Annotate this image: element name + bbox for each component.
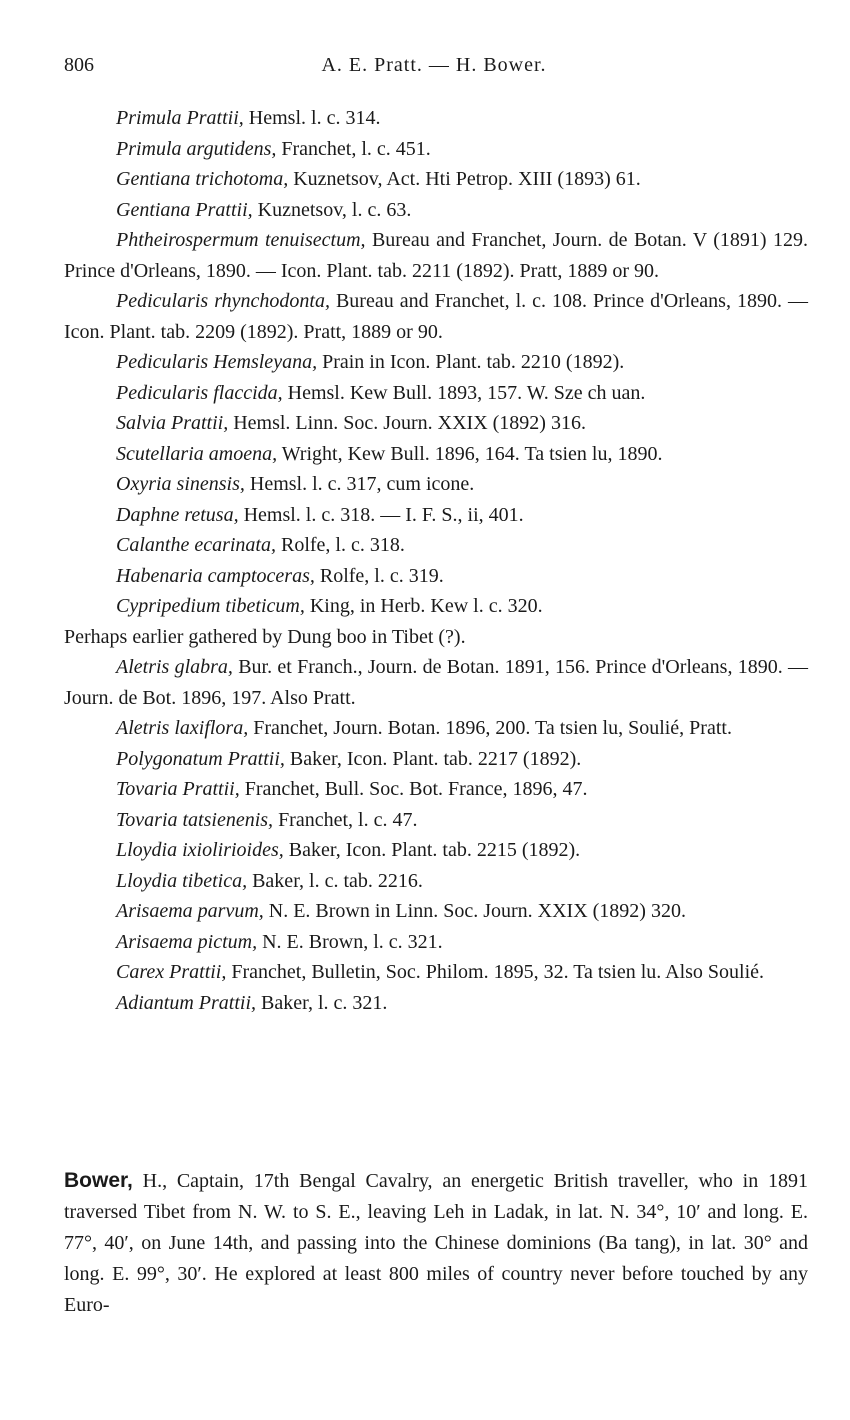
species-entry: [64, 530, 808, 561]
taxon-name: Pedicularis flaccida,: [116, 381, 283, 404]
species-entry: [64, 622, 808, 653]
species-entry: [64, 988, 808, 1019]
running-head: A. E. Pratt. — H. Bower.: [321, 54, 547, 76]
citation-text: Baker, l. c. 321.: [256, 991, 388, 1014]
species-entry: [64, 774, 808, 805]
species-entry: [64, 561, 808, 592]
taxon-name: Gentiana trichotoma,: [116, 168, 289, 190]
citation-text: Perhaps earlier gathered by Dung boo in Tibet (?).: [64, 625, 466, 648]
species-entry: [64, 103, 808, 134]
citation-text: Baker, Icon. Plant. tab. 2217 (1892).: [284, 747, 582, 770]
page-number: 806: [64, 54, 94, 76]
citation-text: N. E. Brown, l. c. 321.: [257, 930, 443, 953]
citation-text: Franchet, l. c. 451.: [276, 137, 431, 160]
species-entry: [64, 164, 808, 195]
species-entry: [64, 927, 808, 958]
species-entry: [64, 225, 808, 286]
species-entry: [64, 439, 808, 470]
taxon-name: Primula Prattii,: [116, 107, 244, 129]
taxon-name: Cypripedium tibeticum,: [116, 595, 305, 617]
taxon-name: Lloydia ixiolirioides,: [116, 839, 284, 861]
taxon-name: Scutellaria amoena,: [116, 442, 278, 465]
taxon-name: Daphne retusa,: [116, 503, 239, 526]
species-entry: [64, 378, 808, 409]
citation-text: Kuznetsov, Act. Hti Petrop. XIII (1893) 61.: [288, 168, 641, 190]
bower-name: Bower,: [64, 1169, 133, 1192]
citation-text: Bureau and Franchet, l. c. 108. Prince d'Orleans, 1890. — Icon. Plant. tab. 2209 (1892). Pratt, 1889 or 90.: [64, 290, 808, 343]
taxon-name: Salvia Prattii,: [116, 412, 229, 434]
species-entry: [64, 805, 808, 836]
taxon-name: Arisaema parvum,: [116, 900, 264, 922]
taxon-name: Oxyria sinensis,: [116, 473, 245, 495]
species-entry: [64, 835, 808, 866]
species-entry: [64, 347, 808, 378]
species-entry: [64, 500, 808, 531]
citation-text: Baker, l. c. tab. 2216.: [247, 869, 423, 892]
citation-text: Hemsl. Kew Bull. 1893, 157. W. Sze ch uan.: [282, 381, 646, 404]
citation-text: N. E. Brown in Linn. Soc. Journ. XXIX (1892) 320.: [263, 900, 686, 922]
citation-text: Hemsl. l. c. 317, cum icone.: [244, 473, 475, 495]
species-entry: [64, 744, 808, 775]
species-entry: [64, 896, 808, 927]
taxon-name: Pedicularis Hemsleyana,: [116, 351, 318, 373]
taxon-name: Polygonatum Prattii,: [116, 747, 285, 770]
taxon-name: Phtheirospermum tenuisectum,: [116, 229, 366, 251]
bower-paragraph: [64, 1165, 808, 1321]
citation-text: Kuznetsov, l. c. 63.: [252, 198, 412, 221]
citation-text: Franchet, Bull. Soc. Bot. France, 1896, 47.: [239, 778, 588, 800]
taxon-name: Aletris laxiflora,: [116, 717, 249, 739]
citation-text: Bureau and Franchet, Journ. de Botan. V (1891) 129. Prince d'Orleans, 1890. — Icon. Plant. tab. 2211 (1892). Pratt, 1889 or 90.: [64, 229, 808, 282]
citation-text: Wright, Kew Bull. 1896, 164. Ta tsien lu, 1890.: [277, 442, 663, 465]
citation-text: Prain in Icon. Plant. tab. 2210 (1892).: [317, 351, 625, 373]
species-entry: [64, 469, 808, 500]
species-entry: [64, 286, 808, 347]
taxon-name: Lloydia tibetica,: [116, 869, 248, 892]
species-entry: [64, 957, 808, 988]
taxon-name: Habenaria camptoceras,: [116, 564, 315, 587]
taxon-name: Carex Prattii,: [116, 961, 227, 983]
taxon-name: Calanthe ecarinata,: [116, 534, 276, 556]
species-entry: [64, 713, 808, 744]
citation-text: Franchet, l. c. 47.: [273, 808, 418, 831]
taxon-name: Primula argutidens,: [116, 137, 277, 160]
taxon-name: Aletris glabra,: [116, 656, 233, 678]
taxon-name: Adiantum Prattii,: [116, 991, 256, 1014]
taxon-name: Pedicularis rhynchodonta,: [116, 290, 330, 312]
citation-text: Hemsl. l. c. 318. — I. F. S., ii, 401.: [238, 503, 524, 526]
taxon-name: Arisaema pictum,: [116, 930, 258, 953]
taxon-name: Tovaria tatsienenis,: [116, 808, 274, 831]
species-entry: [64, 408, 808, 439]
bower-entry: [64, 1165, 808, 1321]
citation-text: King, in Herb. Kew l. c. 320.: [304, 595, 543, 617]
citation-text: Franchet, Journ. Botan. 1896, 200. Ta tsien lu, Soulié, Pratt.: [248, 717, 732, 739]
citation-text: Rolfe, l. c. 318.: [275, 534, 405, 556]
citation-text: Franchet, Bulletin, Soc. Philom. 1895, 32. Ta tsien lu. Also Soulié.: [226, 961, 765, 983]
species-entry: [64, 866, 808, 897]
citation-text: Bur. et Franch., Journ. de Botan. 1891, 156. Prince d'Orleans, 1890. — Journ. de Bot. 1896, 197. Also Pratt.: [64, 656, 808, 709]
species-entry: [64, 195, 808, 226]
species-entry: [64, 591, 808, 622]
species-list: [64, 103, 808, 1018]
citation-text: Baker, Icon. Plant. tab. 2215 (1892).: [283, 839, 581, 861]
taxon-name: Tovaria Prattii,: [116, 778, 240, 800]
bower-text: H., Captain, 17th Bengal Cavalry, an energetic British traveller, who in 1891 traversed Tibet from N. W. to S. E., leaving Leh in Ladak, in lat. N. 34°, 10′ and long. E. 77°, 40′, on June 14th, and passing into the Chinese dominions (Ba tang), in lat. 30° and long. E. 99°, 30′. He explored at least 800 miles of country never before touched by any Euro-: [64, 1170, 808, 1316]
page-header: [64, 54, 804, 84]
citation-text: Rolfe, l. c. 319.: [314, 564, 444, 587]
taxon-name: Gentiana Prattii,: [116, 198, 253, 221]
species-entry: [64, 134, 808, 165]
citation-text: Hemsl. Linn. Soc. Journ. XXIX (1892) 316.: [228, 412, 586, 434]
species-entry: [64, 652, 808, 713]
citation-text: Hemsl. l. c. 314.: [243, 107, 381, 129]
